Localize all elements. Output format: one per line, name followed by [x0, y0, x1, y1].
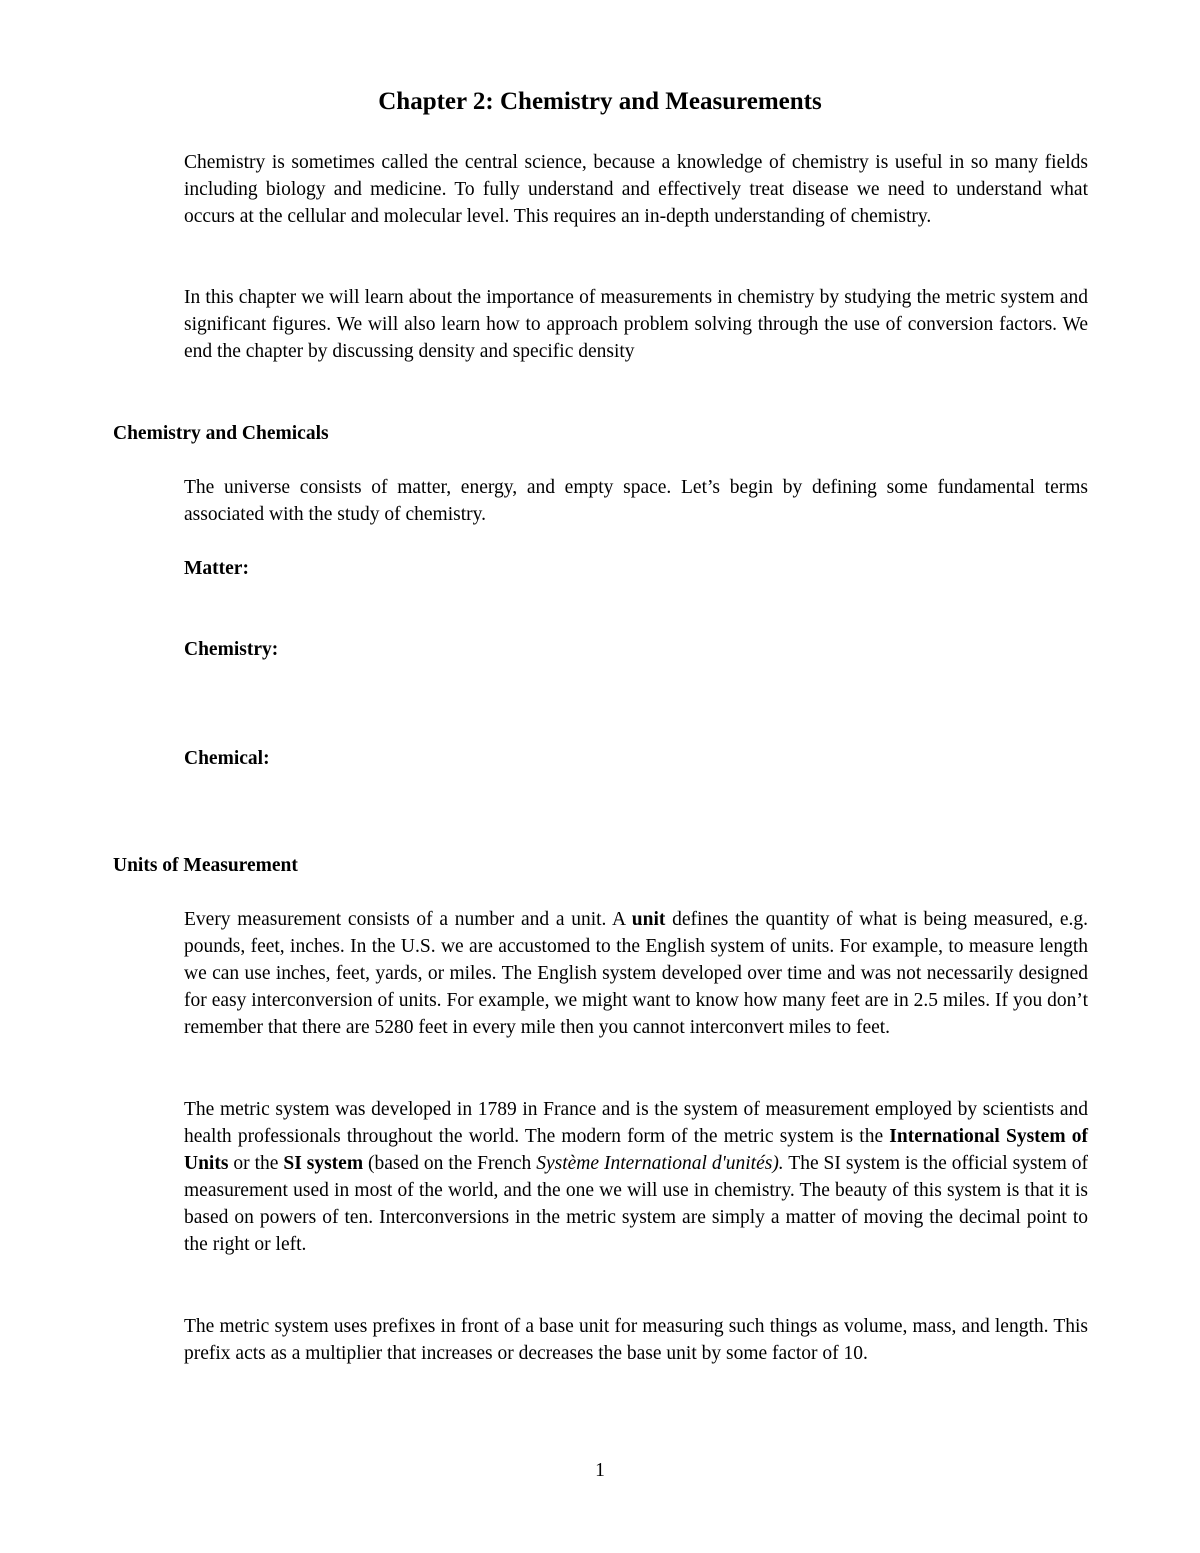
chapter-title: Chapter 2: Chemistry and Measurements [378, 88, 822, 115]
units-paragraph-2 [184, 1096, 1088, 1258]
units-paragraph-2-text-a: The metric system was developed in 1789 in France and is the system of measurement employed by scientists and health professionals throughout the world. The modern form of the metric system is the [184, 1099, 1088, 1147]
units-paragraph-1-text-a: Every measurement consists of a number and a unit. A [184, 909, 632, 930]
section-heading-chemistry-and-chemicals: Chemistry and Chemicals [113, 423, 329, 444]
term-chemistry: Chemistry: [184, 639, 279, 660]
french-name: Système International d'unités). [536, 1153, 784, 1174]
term-chemical: Chemical: [184, 748, 270, 769]
units-paragraph-2-text-d: The SI system is the official system of measurement used in most of the world, and the one we will use in chemistry. The beauty of this system is that it is based on powers of ten. Interconversions in the metric system are simply a matter of moving the decimal point to the right or left. [184, 1153, 1088, 1255]
units-paragraph-1-text-b: defines the quantity of what is being measured, e.g. pounds, feet, inches. In the U.S. we are accustomed to the English system of units. For example, to measure length we can use inches, feet, yards, or miles. The English system developed over time and was not necessarily designed for easy interconversion of units. For example, we might want to know how many feet are in 2.5 miles. If you don’t remember that there are 5280 feet in every mile then you cannot interconvert miles to feet. [184, 909, 1088, 1038]
units-paragraph-1 [184, 906, 1088, 1041]
units-paragraph-2-text-b: or the [228, 1153, 284, 1174]
intro-paragraph-1: Chemistry is sometimes called the central science, because a knowledge of chemistry is useful in so many fields including biology and medicine. To fully understand and effectively treat disease we need to understand what occurs at the cellular and molecular level. This requires an in-depth understanding of chemistry. [184, 152, 1088, 227]
section1-paragraph: The universe consists of matter, energy, and empty space. Let’s begin by defining some fundamental terms associated with the study of chemistry. [184, 477, 1088, 525]
intro-paragraph-2: In this chapter we will learn about the importance of measurements in chemistry by studying the metric system and significant figures. We will also learn how to approach problem solving through the use of conversion factors. We end the chapter by discussing density and specific density [184, 287, 1088, 362]
international-system-term: International System of Units [184, 1126, 1089, 1174]
si-system-term: SI system [283, 1153, 364, 1174]
page-number: 1 [595, 1460, 605, 1481]
units-paragraph-2-text-c: (based on the French [363, 1153, 537, 1174]
unit-term: unit [631, 909, 666, 930]
units-paragraph-3: The metric system uses prefixes in front of a base unit for measuring such things as volume, mass, and length. This prefix acts as a multiplier that increases or decreases the base unit by some factor of 10. [184, 1316, 1088, 1364]
section-heading-units-of-measurement: Units of Measurement [113, 855, 298, 876]
term-matter: Matter: [184, 558, 249, 579]
